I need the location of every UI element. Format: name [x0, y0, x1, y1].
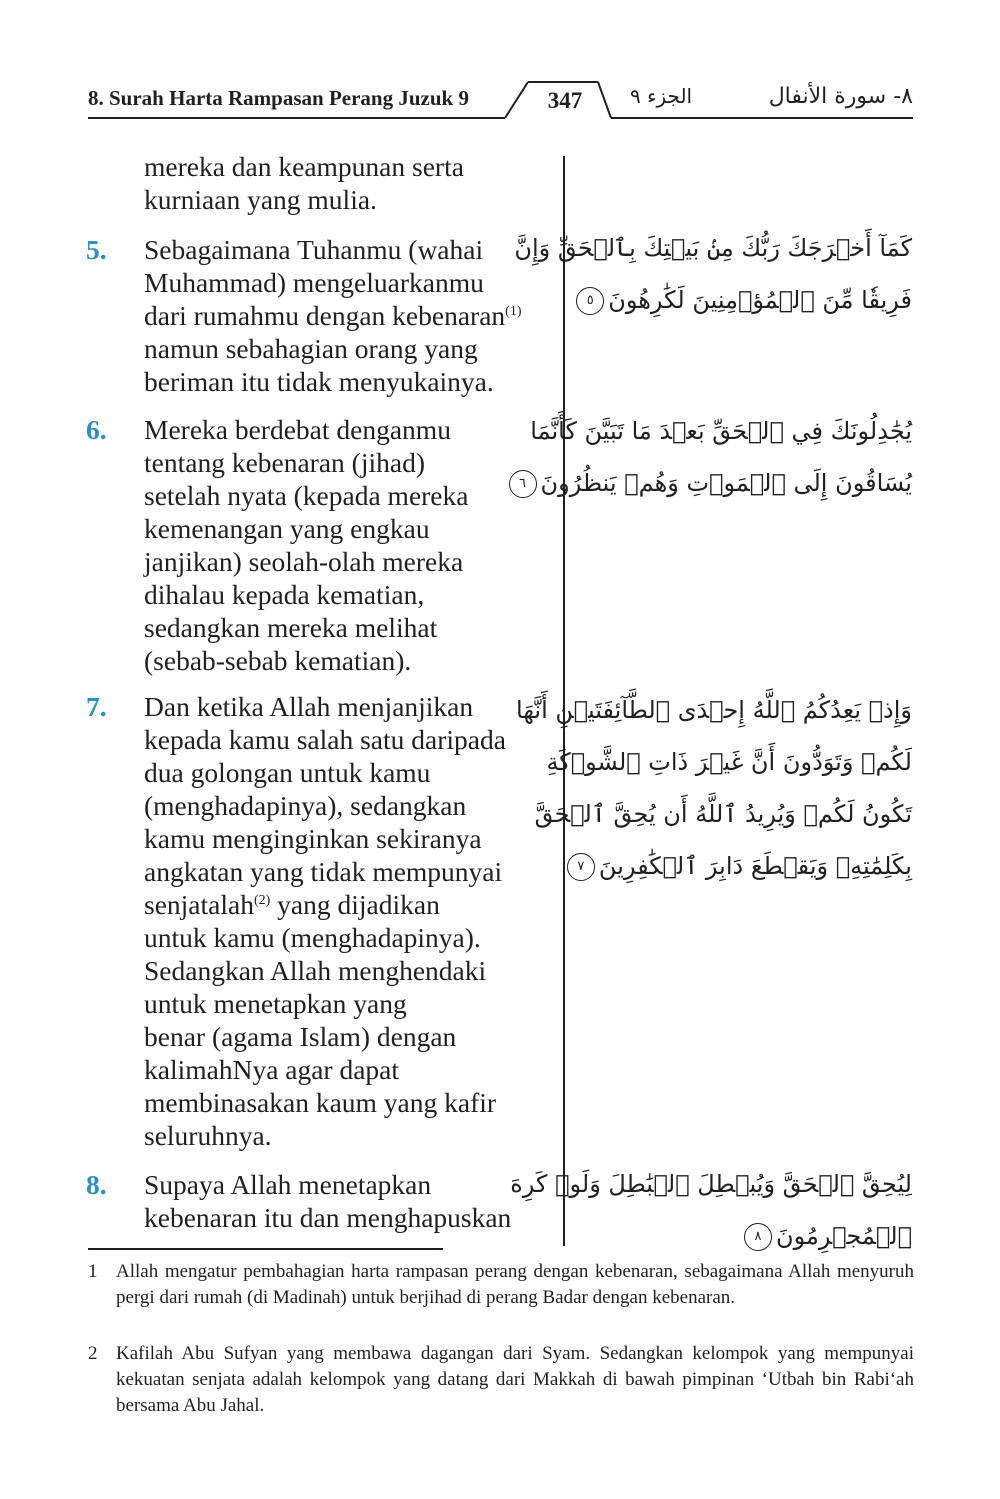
text-line: kebenaran itu dan menghapuskan: [144, 1202, 512, 1233]
continuation-text: [144, 150, 564, 216]
ayah-end-marker: ٦: [509, 470, 537, 498]
text-line: untuk menetapkan yang: [144, 988, 407, 1019]
text-line: namun sebahagian orang yang: [144, 333, 478, 364]
arabic-verse: [516, 684, 912, 892]
arabic-line: يُجَٰدِلُونَكَ فِي ٱلۡحَقِّ بَعۡدَ مَا تَبَيَّنَ كَأَنَّمَا: [530, 417, 912, 445]
page-number: 347: [547, 88, 583, 113]
text-line: tentang kebenaran (jihad): [144, 447, 425, 478]
text-line: janjikan) seolah-olah mereka: [144, 546, 464, 577]
text-line: Supaya Allah menetapkan: [144, 1169, 432, 1200]
text-line: senjatalah: [144, 889, 254, 920]
text-line: seluruhnya.: [144, 1120, 272, 1151]
header-juz-arabic: الجزء ٩: [630, 84, 693, 108]
text-line: Dan ketika Allah menjanjikan: [144, 691, 474, 722]
arabic-line: فَرِيقٗا مِّنَ ٱلۡمُؤۡمِنِينَ لَكَٰرِهُونَ: [608, 286, 912, 314]
text-line: untuk kamu (menghadapinya).: [144, 922, 481, 953]
text-line: setelah nyata (kepada mereka: [144, 480, 469, 511]
footnote-number: 2: [88, 1343, 98, 1364]
header-surah-title: 8. Surah Harta Rampasan Perang Juzuk 9: [88, 86, 469, 110]
text-line: (sebab-sebab kematian).: [144, 645, 412, 676]
header-surah-arabic: ٨- سورة الأنفال: [768, 84, 913, 109]
ayah-end-marker: ٥: [576, 287, 604, 315]
footnote-text: Allah mengatur pembahagian harta rampasan perang dengan kebenaran, sebagaimana Allah menyuruh pergi dari rumah (di Madinah) untuk berjihad di perang Badar dengan kebenaran.: [116, 1261, 914, 1308]
arabic-line: تَكُونُ لَكُمۡ وَيُرِيدُ ٱللَّهُ أَن يُحِقَّ ٱلۡحَقَّ: [534, 800, 912, 828]
text-line: angkatan yang tidak mempunyai: [144, 856, 503, 887]
footnote: [88, 1259, 914, 1311]
arabic-line: بِكَلِمَٰتِهِۦ وَيَقۡطَعَ دَابِرَ ٱلۡكَٰفِرِينَ: [598, 852, 912, 880]
verse-number: 5.: [86, 234, 107, 265]
arabic-line: وَإِذۡ يَعِدُكُمُ ٱللَّهُ إِحۡدَى ٱلطَّآئِفَتَيۡنِ أَنَّهَا: [516, 696, 912, 724]
arabic-line: لِيُحِقَّ ٱلۡحَقَّ وَيُبۡطِلَ ٱلۡبَٰطِلَ وَلَوۡ كَرِهَ: [510, 1170, 912, 1198]
text-line: Sedangkan Allah menghendaki: [144, 955, 487, 986]
text-line: kemenangan yang engkau: [144, 513, 430, 544]
verse-translation: [144, 690, 564, 1152]
verse-translation: [144, 233, 564, 398]
footnote: [88, 1341, 914, 1419]
text-line: sedangkan mereka melihat: [144, 612, 438, 643]
text-line: kurniaan yang mulia.: [144, 184, 377, 215]
arabic-verse: [519, 405, 912, 509]
text-line: benar (agama Islam) dengan: [144, 1021, 457, 1052]
text-line: Muhammad) mengeluarkanmu: [144, 267, 484, 298]
ayah-end-marker: ٨: [744, 1223, 772, 1251]
text-line: mereka dan keampunan serta: [144, 151, 464, 182]
text-line: kamu menginginkan sekiranya: [144, 823, 482, 854]
text-line: Mereka berdebat denganmu: [144, 414, 451, 445]
verse-number: 7.: [86, 691, 107, 722]
verse-number: 8.: [86, 1169, 107, 1200]
footnote-text: Kafilah Abu Sufyan yang membawa dagangan dari Syam. Sedangkan kelompok yang mempunyai kekuatan senjata adalah kelompok yang datang dari Makkah di bawah pimpinan ‘Utbah bin Rabi‘ah bersama Abu Jahal.: [116, 1343, 914, 1416]
page-header: [0, 0, 1000, 130]
text-line: dari rumahmu dengan kebenaran: [144, 300, 506, 331]
text-line: beriman itu tidak menyukainya.: [144, 366, 494, 397]
text-line-tail: yang dijadikan: [270, 889, 440, 920]
verse-translation: [144, 413, 564, 677]
footnote-ref[interactable]: (1): [505, 303, 522, 319]
text-line: Sebagaimana Tuhanmu (wahai: [144, 234, 484, 265]
arabic-verse: [514, 222, 912, 326]
footnote-ref[interactable]: (2): [253, 892, 271, 908]
ayah-end-marker: ٧: [567, 853, 595, 881]
footnote-rule: [88, 1248, 443, 1250]
verse-translation: [144, 1168, 564, 1234]
verse-number: 6.: [86, 414, 107, 445]
text-line: (menghadapinya), sedangkan: [144, 790, 467, 821]
text-line: dihalau kepada kematian,: [144, 579, 425, 610]
arabic-line: كَمَآ أَخۡرَجَكَ رَبُّكَ مِنۢ بَيۡتِكَ بِٱلۡحَقِّ وَإِنَّ: [514, 234, 912, 262]
arabic-line: ٱلۡمُجۡرِمُونَ: [775, 1222, 912, 1250]
text-line: membinasakan kaum yang kafir: [144, 1087, 497, 1118]
arabic-line: لَكُمۡ وَتَوَدُّونَ أَنَّ غَيۡرَ ذَاتِ ٱلشَّوۡكَةِ: [546, 748, 912, 776]
text-line: kalimahNya agar dapat: [144, 1054, 400, 1085]
arabic-line: يُسَاقُونَ إِلَى ٱلۡمَوۡتِ وَهُمۡ يَنظُرُونَ: [540, 469, 912, 497]
text-line: dua golongan untuk kamu: [144, 757, 431, 788]
text-line: kepada kamu salah satu daripada: [144, 724, 506, 755]
footnote-number: 1: [88, 1261, 98, 1282]
arabic-verse: [510, 1158, 912, 1262]
